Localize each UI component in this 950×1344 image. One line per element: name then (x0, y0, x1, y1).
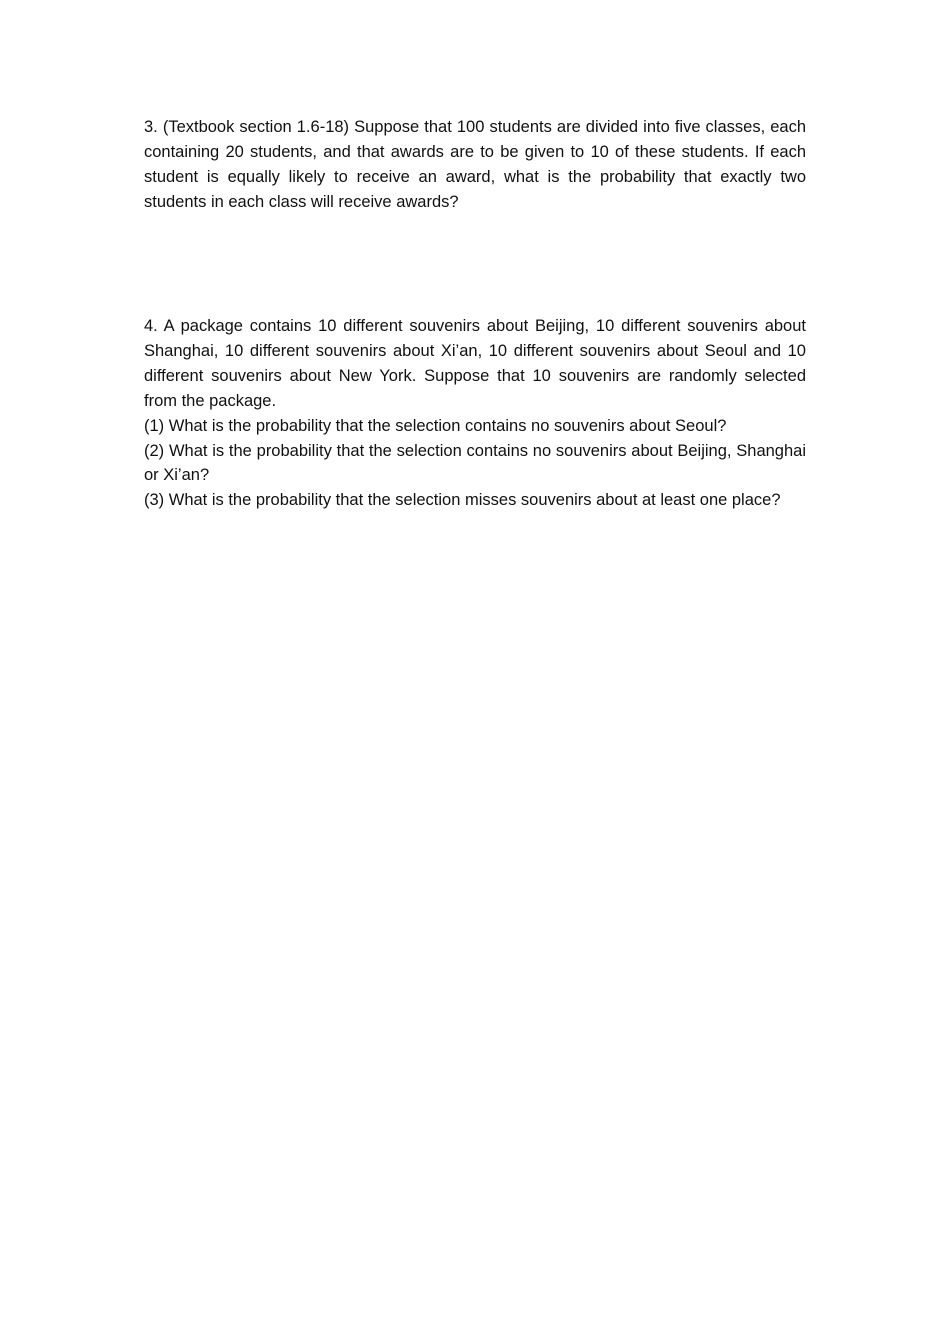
problem-4 (144, 314, 806, 513)
problem-4-statement: 4. A package contains 10 different souvenirs about Beijing, 10 different souvenirs about Shanghai, 10 different souvenirs about Xi’an, 10 different souvenirs about Seoul and 10 different souvenirs about New York. Suppose that 10 souvenirs are randomly selected from the package. (144, 317, 806, 410)
problem-3-statement: 3. (Textbook section 1.6-18) Suppose that 100 students are divided into five classes, each containing 20 students, and that awards are to be given to 10 of these students. If each student is equally likely to receive an award, what is the probability that exactly two students in each class will receive awards? (144, 118, 806, 211)
problem-4-part-2: (2) What is the probability that the selection contains no souvenirs about Beijing, Shanghai or Xi’an? (144, 441, 806, 485)
problem-4-part-1: (1) What is the probability that the selection contains no souvenirs about Seoul? (144, 416, 727, 435)
problem-4-part-3: (3) What is the probability that the selection misses souvenirs about at least one place? (144, 491, 781, 510)
problem-3 (144, 115, 806, 215)
